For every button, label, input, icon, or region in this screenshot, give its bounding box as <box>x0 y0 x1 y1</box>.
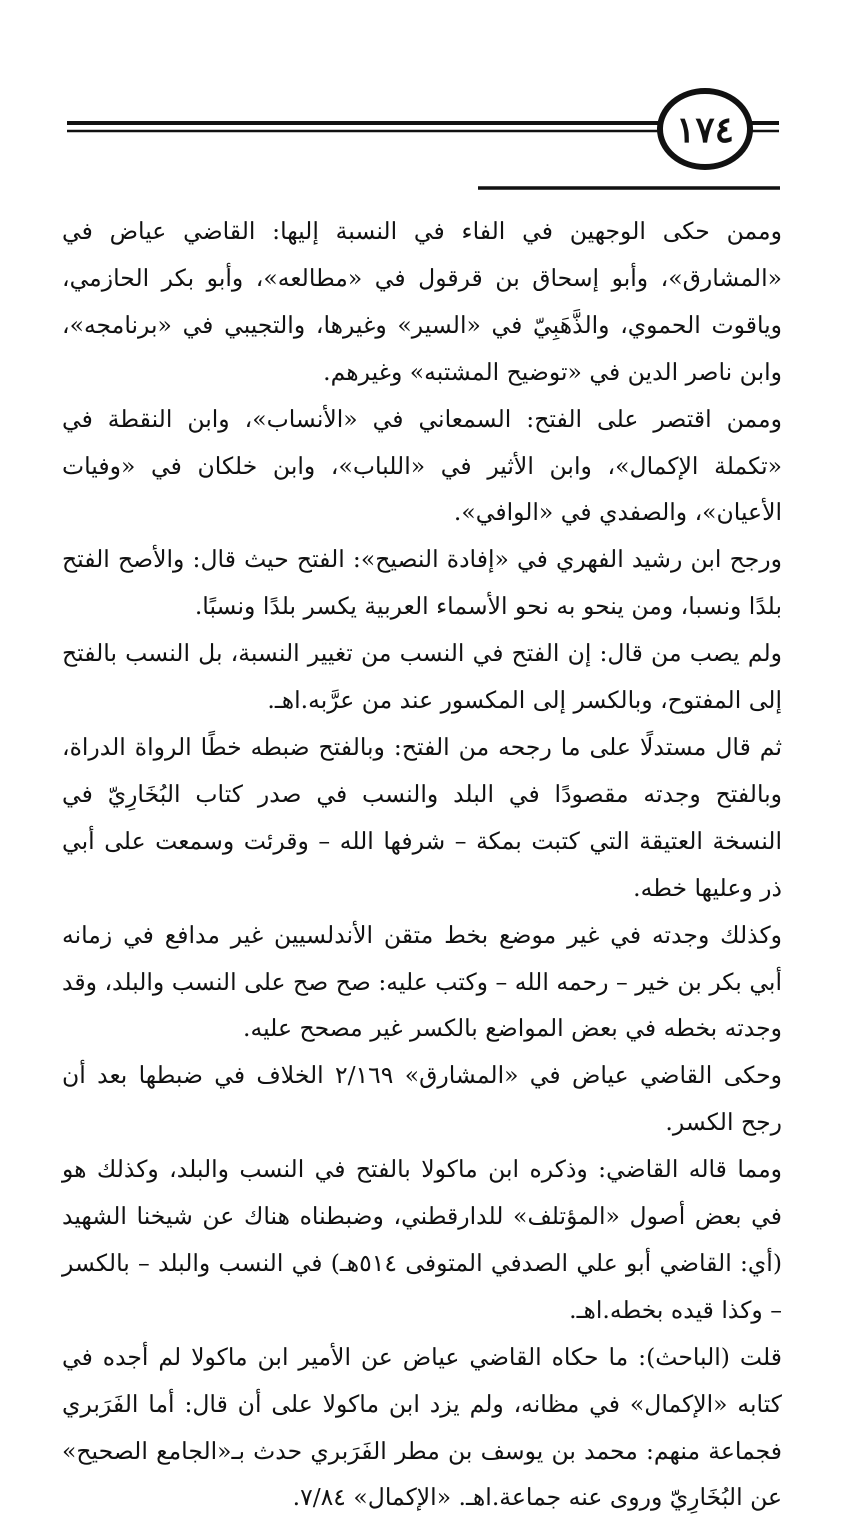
paragraph: ورجح ابن رشيد الفهري في «إفادة النصيح»: الفتح حيث قال: والأصح الفتح بلدًا ونسبا، ومن ينحو به نحو الأسماء العربية يكسر بلدًا ونسبًا. <box>62 545 782 621</box>
main-text <box>62 208 782 1521</box>
page-number: ١٧٤ <box>675 109 734 151</box>
paragraph: قلت (الباحث): ما حكاه القاضي عياض عن الأمير ابن ماكولا لم أجده في كتابه «الإكمال» في مظانه، ولم يزد ابن ماكولا على أن قال: أما الفَرَبري فجماعة منهم: محمد بن يوسف بن مطر الفَرَبري حدث بـ«الجامع الصحيح» عن البُخَارِيّ وروى عنه جماعة.اهـ. «الإكمال» ٧/٨٤. <box>62 1342 782 1512</box>
paragraph: وممن حكى الوجهين في الفاء في النسبة إليها: القاضي عياض في «المشارق»، وأبو إسحاق بن قرقول في «مطالعه»، وأبو بكر الحازمي، وياقوت الحموي، والذَّهَبِيّ في «السير» وغيرها، والتجيبي في «برنامجه»، وابن ناصر الدين في «توضيح المشتبه» وغيرهم. <box>62 217 782 386</box>
paragraph: وممن اقتصر على الفتح: السمعاني في «الأنساب»، وابن النقطة في «تكملة الإكمال»، وابن الأثير في «اللباب»، وابن خلكان في «وفيات الأعيان»، والصفدي في «الوافي». <box>62 404 782 527</box>
paragraph: وكذلك وجدته في غير موضع بخط متقن الأندلسيين غير مدافع في زمانه أبي بكر بن خير – رحمه الله – وكتب عليه: صح صح على النسب والبلد، وقد وجدته بخطه في بعض المواضع بالكسر غير مصحح عليه. <box>62 920 782 1043</box>
page-header <box>0 0 855 200</box>
paragraph: ثم قال مستدلًا على ما رجحه من الفتح: وبالفتح ضبطه خطًا الرواة الدراة، وبالفتح وجدته مقصودًا في البلد والنسب في صدر كتاب البُخَارِيّ في النسخة العتيقة التي كتبت بمكة – شرفها الله – وقرئت وسمعت على أبي ذر وعليها خطه. <box>62 732 782 902</box>
header-ornament <box>0 0 855 200</box>
paragraph: ولم يصب من قال: إن الفتح في النسب من تغيير النسبة، بل النسب بالفتح إلى المفتوح، وبالكسر إلى المكسور عند من عرَّبه.اهـ. <box>62 639 782 715</box>
paragraph: ومما قاله القاضي: وذكره ابن ماكولا بالفتح في النسب والبلد، وكذلك هو في بعض أصول «المؤتلف» للدارقطني، وضبطناه هناك عن شيخنا الشهيد (أي: القاضي أبو علي الصدفي المتوفى ٥١٤هـ) في النسب والبلد – بالكسر – وكذا قيده بخطه.اهـ. <box>62 1155 782 1324</box>
paragraph: وحكى القاضي عياض في «المشارق» ٢/١٦٩ الخلاف في ضبطها بعد أن رجح الكسر. <box>62 1061 783 1137</box>
